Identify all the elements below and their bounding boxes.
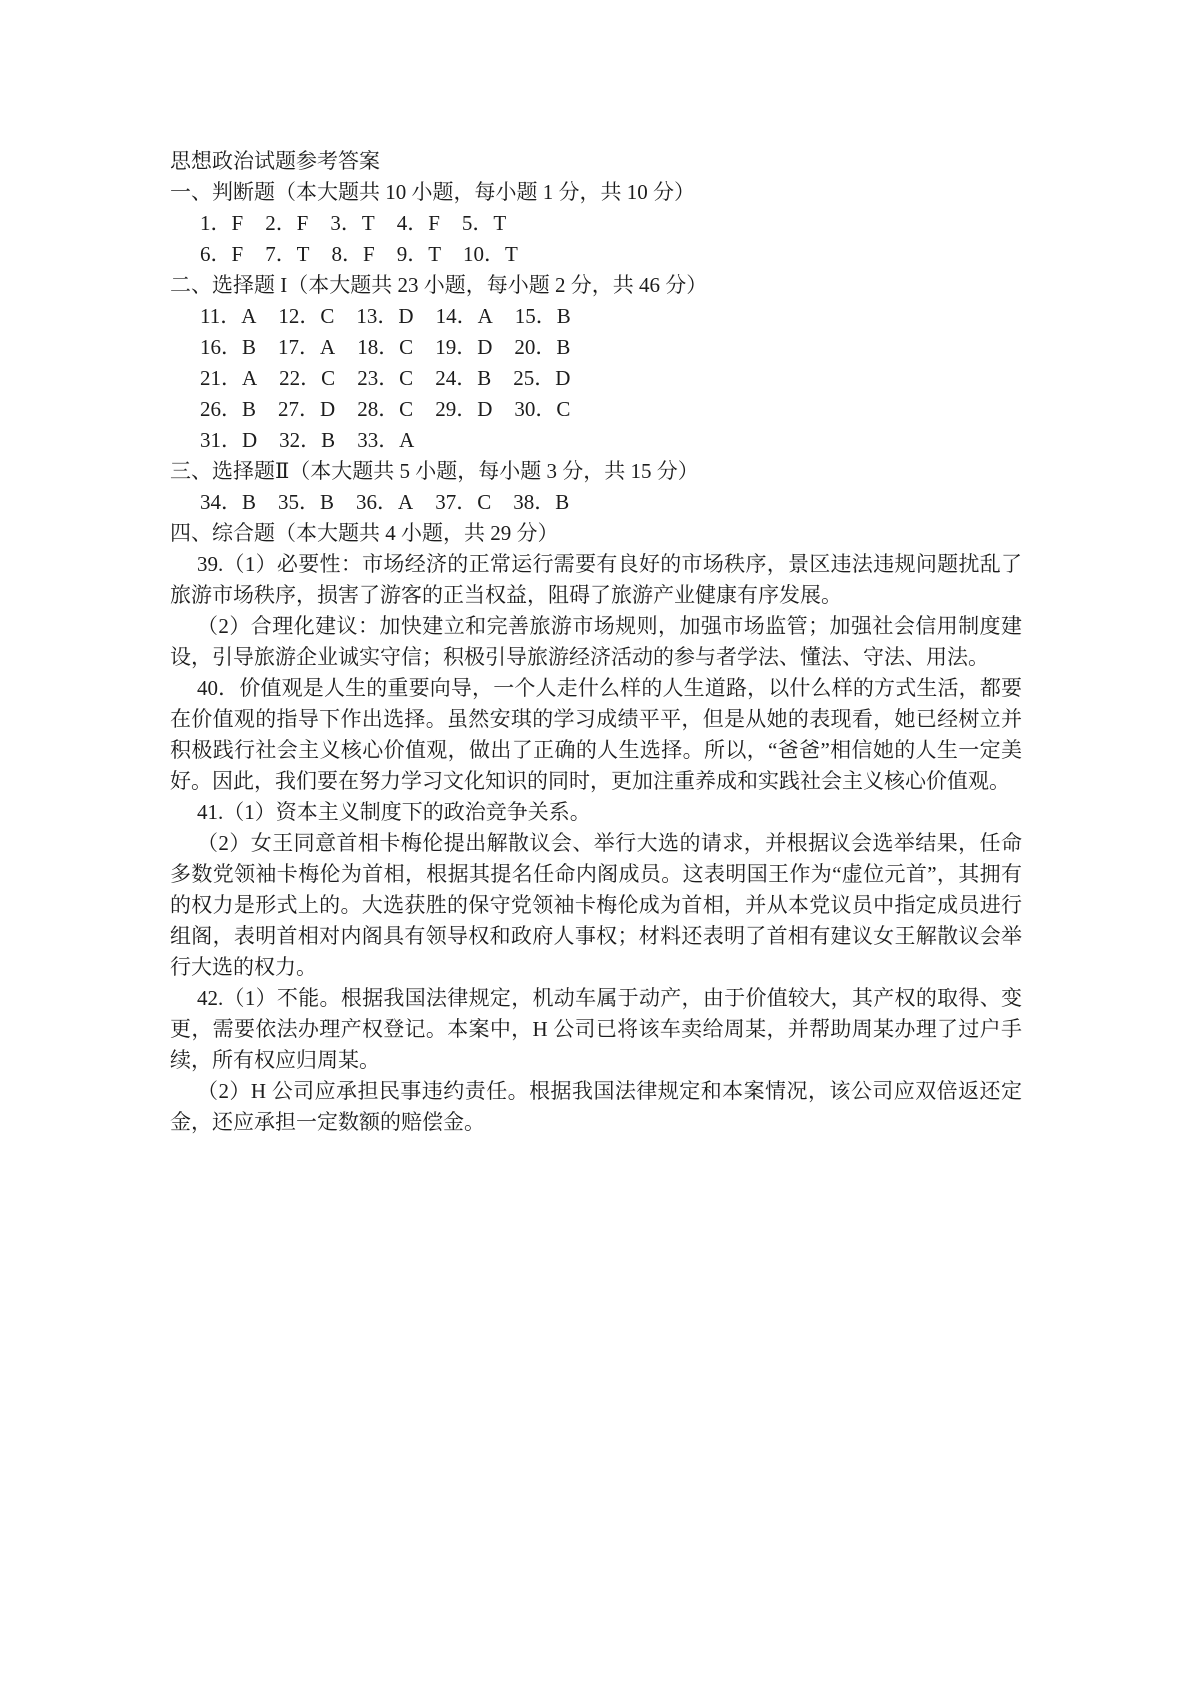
answer-item: 8．F [331, 242, 375, 266]
answer-item: 36．A [356, 490, 414, 514]
answer-item: 35．B [278, 490, 335, 514]
document-content [170, 146, 1022, 1138]
answer-row [170, 394, 1022, 425]
answer-item: 7．T [265, 242, 310, 266]
answer-item: 17．A [278, 335, 336, 359]
section-heading: 一、判断题（本大题共 10 小题，每小题 1 分，共 10 分） [170, 180, 695, 204]
answer-item: 9．T [396, 242, 442, 266]
answer-item: 33．A [357, 428, 415, 452]
answer-item: 38．B [513, 490, 570, 514]
answer-row [170, 239, 1022, 270]
answer-paragraph: 41.（1）资本主义制度下的政治竞争关系。 [197, 800, 591, 824]
answer-item: 24．B [435, 366, 492, 390]
answer-item: 13．D [356, 304, 414, 328]
answer-item: 21．A [200, 366, 258, 390]
answer-paragraph: 39.（1）必要性：市场经济的正常运行需要有良好的市场秩序，景区违法违规问题扰乱了旅游市场秩序，损害了游客的正当权益，阻碍了旅游产业健康有序发展。 [170, 552, 1022, 607]
answer-row [170, 363, 1022, 394]
answer-item: 22．C [279, 366, 336, 390]
answer-paragraph: 40．价值观是人生的重要向导，一个人走什么样的人生道路，以什么样的方式生活，都要在价值观的指导下作出选择。虽然安琪的学习成绩平平，但是从她的表现看，她已经树立并积极践行社会主义核心价值观，做出了正确的人生选择。所以，“爸爸”相信她的人生一定美好。因此，我们要在努力学习文化知识的同时，更加注重养成和实践社会主义核心价值观。 [170, 676, 1022, 793]
answer-item: 26．B [200, 397, 257, 421]
answer-item: 32．B [279, 428, 336, 452]
answer-item: 14．A [435, 304, 493, 328]
answer-row [170, 487, 1022, 518]
answer-row [170, 425, 1022, 456]
answer-item: 23．C [357, 366, 414, 390]
answer-item: 18．C [357, 335, 414, 359]
answer-paragraph: （2）H 公司应承担民事违约责任。根据我国法律规定和本案情况，该公司应双倍返还定金，还应承担一定数额的赔偿金。 [170, 1079, 1022, 1134]
answer-item: 6．F [200, 242, 244, 266]
section-heading: 四、综合题（本大题共 4 小题，共 29 分） [170, 521, 559, 545]
answer-item: 29．D [435, 397, 493, 421]
answer-paragraph: 42.（1）不能。根据我国法律规定，机动车属于动产，由于价值较大，其产权的取得、变更，需要依法办理产权登记。本案中，H 公司已将该车卖给周某，并帮助周某办理了过户手续，所有权应归周某。 [170, 986, 1022, 1072]
answer-item: 15．B [514, 304, 571, 328]
answer-item: 16．B [200, 335, 257, 359]
answer-item: 2．F [265, 211, 309, 235]
answer-paragraph: （2）合理化建议：加快建立和完善旅游市场规则，加强市场监管；加强社会信用制度建设，引导旅游企业诚实守信；积极引导旅游经济活动的参与者学法、懂法、守法、用法。 [170, 614, 1022, 669]
answer-item: 25．D [513, 366, 571, 390]
answer-item: 30．C [514, 397, 571, 421]
answer-item: 34．B [200, 490, 257, 514]
answer-item: 20．B [514, 335, 571, 359]
answer-item: 19．D [435, 335, 493, 359]
answer-item: 11．A [200, 304, 257, 328]
answer-row [170, 332, 1022, 363]
answer-item: 27．D [278, 397, 336, 421]
answer-item: 12．C [278, 304, 335, 328]
answer-item: 28．C [357, 397, 414, 421]
answer-row [170, 301, 1022, 332]
answer-paragraph: （2）女王同意首相卡梅伦提出解散议会、举行大选的请求，并根据议会选举结果，任命多数党领袖卡梅伦为首相，根据其提名任命内阁成员。这表明国王作为“虚位元首”，其拥有的权力是形式上的。大选获胜的保守党领袖卡梅伦成为首相，并从本党议员中指定成员进行组阁，表明首相对内阁具有领导权和政府人事权；材料还表明了首相有建议女王解散议会举行大选的权力。 [170, 831, 1022, 979]
answer-item: 3．T [330, 211, 375, 235]
doc-title: 思想政治试题参考答案 [170, 149, 380, 173]
answer-row [170, 208, 1022, 239]
section-heading: 二、选择题 I（本大题共 23 小题，每小题 2 分，共 46 分） [170, 273, 708, 297]
answer-item: 10．T [463, 242, 518, 266]
section-heading: 三、选择题Ⅱ（本大题共 5 小题，每小题 3 分，共 15 分） [170, 459, 699, 483]
answer-item: 5．T [461, 211, 507, 235]
answer-item: 31．D [200, 428, 258, 452]
answer-item: 1．F [200, 211, 244, 235]
answer-item: 4．F [396, 211, 440, 235]
answer-item: 37．C [435, 490, 492, 514]
doc-blocks [170, 177, 1022, 1138]
